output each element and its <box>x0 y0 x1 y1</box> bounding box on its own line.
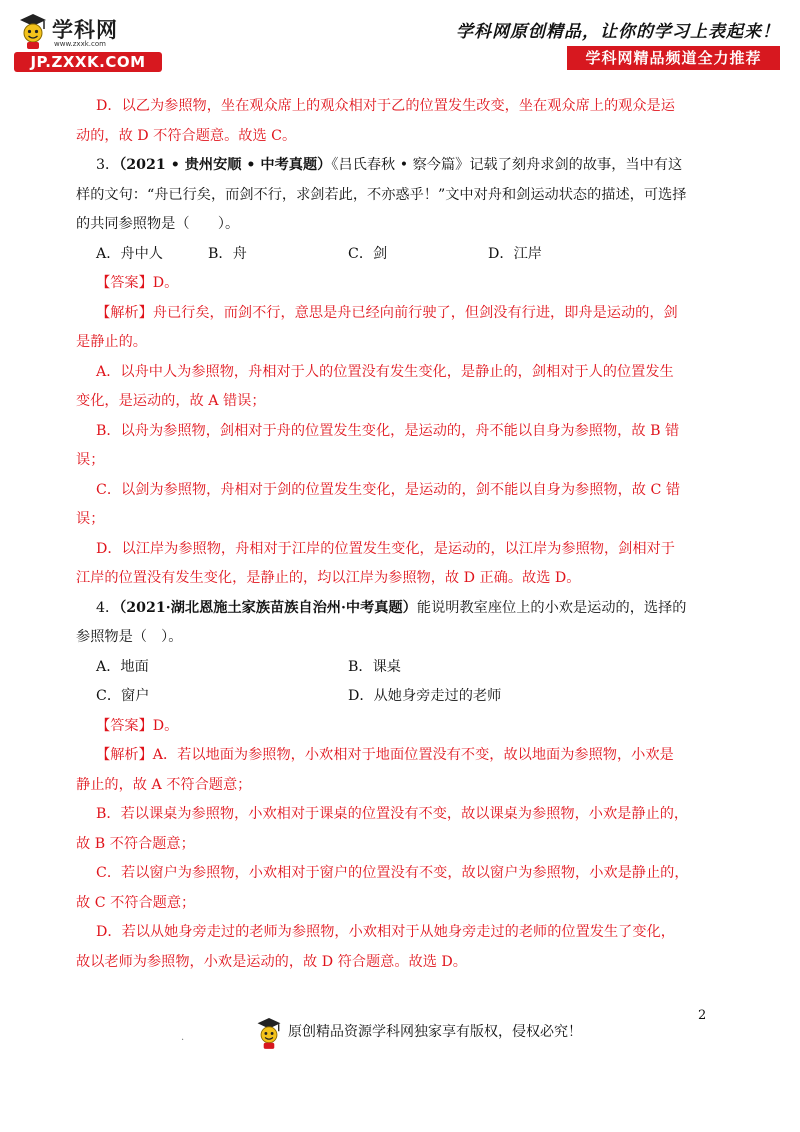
q2-analysis-line: 动的，故 D 不符合题意。故选 C。 <box>76 127 297 144</box>
logo-name: 学科网 <box>52 18 118 42</box>
q3-answer: 【答案】D。 <box>96 275 179 291</box>
copyright-notice: 原创精品资源学科网独家享有版权，侵权必究！ <box>288 1024 582 1040</box>
q4-stem: 能说明教室座位上的小欢是运动的，选择的 <box>416 599 687 616</box>
q4-analysis-line: 故 C 不符合题意； <box>76 894 196 911</box>
q4-analysis-line: D．若以从她身旁走过的老师为参照物，小欢相对于从她身旁走过的老师的位置发生了变化， <box>96 924 675 940</box>
q3-stem: 《吕氏春秋 • 察今篇》记载了刻舟求剑的故事，当中有这 <box>331 157 683 173</box>
q4-analysis-line: 故以老师为参照物，小欢是运动的，故 D 符合题意。故选 D。 <box>76 953 467 970</box>
page-number: 2 <box>698 1008 707 1023</box>
q3-stem-line <box>96 151 706 181</box>
page-footer <box>0 1008 800 1048</box>
q4-options <box>96 653 706 683</box>
q4-number: 4． <box>96 599 120 616</box>
q3-stem-line: 样的文句：“舟已行矣，而剑不行，求剑若此，不亦惑乎！”文中对舟和剑运动状态的描述，可选择 <box>76 186 687 203</box>
q3-options <box>96 240 706 270</box>
mascot-icon <box>16 12 50 50</box>
q4-analysis-line: C．若以窗户为参照物，小欢相对于窗户的位置没有不变，故以窗户为参照物，小欢是静止的， <box>96 865 689 881</box>
q3-option-a: A．舟中人 <box>96 245 163 262</box>
q4-source: （2021·湖北恩施土家族苗族自治州·中考真题） <box>119 599 417 616</box>
q4-answer: 【答案】D。 <box>96 717 179 734</box>
q3-analysis-line: B．以舟为参照物，剑相对于舟的位置发生变化，是运动的，舟不能以自身为参照物，故 B 错 <box>96 422 680 439</box>
q3-analysis-line: 误； <box>76 511 105 527</box>
header-slogan: 学科网原创精品，让你的学习上表起来！ <box>456 22 780 42</box>
q3-analysis-line: 是静止的。 <box>76 334 147 350</box>
q3-stem-line: 的共同参照物是（ ）。 <box>76 216 240 232</box>
q4-option-a: A．地面 <box>96 658 149 675</box>
q4-stem-line: 参照物是（ ）。 <box>76 629 183 645</box>
q4-option-b: B．课桌 <box>348 658 401 675</box>
q3-option-c: C．剑 <box>348 245 388 262</box>
q4-analysis-line: B．若以课桌为参照物，小欢相对于课桌的位置没有不变，故以课桌为参照物，小欢是静止的， <box>96 806 689 822</box>
channel-banner: 学科网精品频道全力推荐 <box>567 46 780 70</box>
q2-analysis-line: D．以乙为参照物，坐在观众席上的观众相对于乙的位置发生改变，坐在观众席上的观众是运 <box>96 98 675 114</box>
q4-option-d: D．从她身旁走过的老师 <box>348 688 502 704</box>
footer-dot: . <box>181 1032 185 1043</box>
mascot-icon <box>254 1016 284 1050</box>
q3-number: 3． <box>96 157 120 173</box>
q3-analysis-line: 【解析】舟已行矣，而剑不行，意思是舟已经向前行驶了，但剑没有行进，即舟是运动的，剑 <box>96 304 678 321</box>
q3-analysis-line: 变化，是运动的，故 A 错误； <box>76 393 266 409</box>
q4-stem-line <box>96 594 706 624</box>
q3-analysis-line: C．以剑为参照物，舟相对于剑的位置发生变化，是运动的，剑不能以自身为参照物，故 C 错 <box>96 481 681 498</box>
q4-analysis-line: 故 B 不符合题意； <box>76 835 195 852</box>
page-header <box>0 0 800 80</box>
q4-option-c: C．窗户 <box>96 688 150 704</box>
q4-analysis-line: 【解析】A．若以地面为参照物，小欢相对于地面位置没有不变，故以地面为参照物，小欢是 <box>96 747 674 763</box>
logo-url: www.zxxk.com <box>54 40 106 48</box>
q3-option-d: D．江岸 <box>488 245 542 262</box>
q3-source: （2021 • 贵州安顺 • 中考真题） <box>119 157 332 173</box>
q3-option-b: B．舟 <box>208 245 247 262</box>
q3-analysis-line: 江岸的位置没有发生变化，是静止的，均以江岸为参照物，故 D 正确。故选 D。 <box>76 570 581 586</box>
q3-analysis-line: A．以舟中人为参照物，舟相对于人的位置没有发生变化，是静止的，剑相对于人的位置发生 <box>96 363 674 380</box>
q3-analysis-line: 误； <box>76 452 105 468</box>
document-body <box>76 92 706 977</box>
q4-options <box>96 682 706 712</box>
q3-analysis-line: D．以江岸为参照物，舟相对于江岸的位置发生变化，是运动的，以江岸为参照物，剑相对于 <box>96 540 675 557</box>
q4-analysis-line: 静止的，故 A 不符合题意； <box>76 776 252 793</box>
logo-domain: JP.ZXXK.COM <box>14 52 162 72</box>
zxxk-logo[interactable] <box>14 12 164 74</box>
